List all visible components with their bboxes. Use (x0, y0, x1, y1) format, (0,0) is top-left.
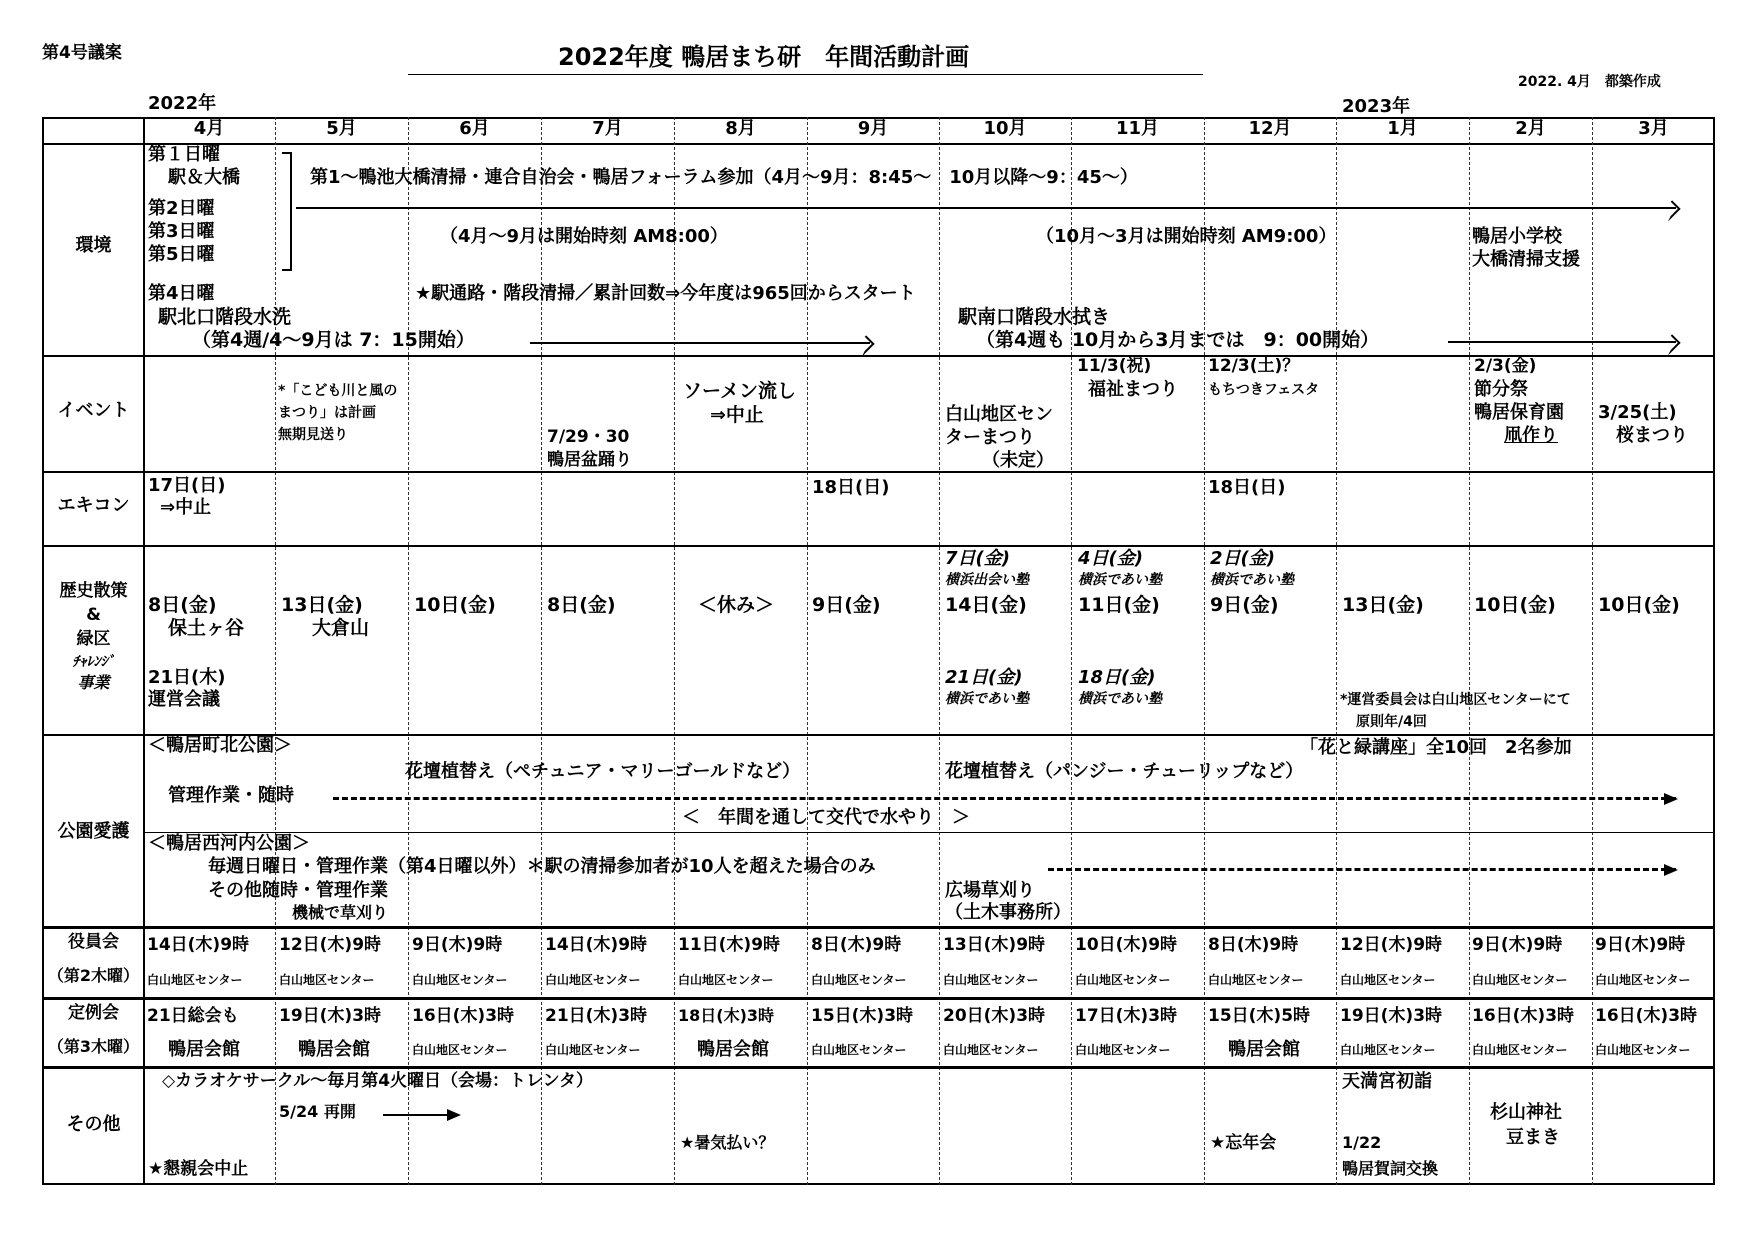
yakuin-place: 白山地区センター (412, 973, 508, 987)
koen-nishi-other: その他随時・管理作業 (208, 880, 388, 901)
yakuin-place: 白山地区センター (1340, 973, 1436, 987)
month-header: 1月 (1387, 118, 1418, 139)
kankyo-shogakko-2: 大橋清掃支援 (1472, 249, 1580, 270)
month-header: 4月 (193, 118, 225, 139)
kankyo-kitaguchi-time: （第4週/4～9月は 7：15開始） (192, 329, 475, 351)
rekishi-may-place: 大倉山 (312, 617, 370, 639)
col-divider (1469, 117, 1470, 1185)
year-start: 2022年 (148, 93, 217, 114)
koen-hiroba: 広場草刈り (945, 880, 1035, 901)
rekishi-apr-place: 保土ヶ谷 (168, 617, 245, 639)
teirei-place: 白山地区センター (1472, 1043, 1568, 1057)
row-label-sonota: その他 (66, 1114, 121, 1135)
rekishi-dec-b: 9日(金) (1210, 594, 1279, 616)
yakuin-date: 12日(木)9時 (279, 935, 382, 955)
koen-nishi-machine: 機械で草刈り (292, 903, 389, 922)
event-somen-1: ソーメン流し (683, 380, 797, 402)
rekishi-oct-a: 7日(金) (945, 548, 1010, 569)
event-bon-2: 鴨居盆踊り (547, 450, 632, 470)
row-label-rekishi-amp: & (86, 605, 101, 625)
yakuin-date: 8日(木)9時 (811, 935, 902, 955)
rekishi-nov-a: 4日(金) (1078, 548, 1143, 569)
yakuin-place: 白山地区センター (1595, 973, 1691, 987)
yakuin-date: 9日(木)9時 (1472, 935, 1563, 955)
ekicon-apr: 17日(日) (148, 475, 226, 496)
rekishi-oct-a-place: 横浜出会い塾 (945, 572, 1029, 588)
rekishi-apr-meeting-date: 21日(木) (148, 667, 226, 688)
kankyo-bracket (282, 152, 292, 271)
yakuin-date: 9日(木)9時 (1595, 935, 1686, 955)
yakuin-date: 14日(木)9時 (545, 935, 648, 955)
row-label-koen: 公園愛護 (57, 821, 130, 842)
koen-mizuyari: ＜ 年間を通して交代で水やり ＞ (682, 807, 970, 828)
month-header: 9月 (857, 118, 889, 139)
sonota-mamemaki: 豆まき (1506, 1127, 1560, 1148)
kankyo-sun1-sub: 駅＆大橋 (168, 167, 240, 188)
teirei-date: 19日(木)3時 (1340, 1006, 1443, 1026)
rekishi-note: *運営委員会は白山地区センターにて (1340, 692, 1571, 708)
event-mochi-1: 12/3(土)？ (1208, 356, 1300, 376)
ekicon-dec: 18日(日) (1208, 477, 1286, 498)
event-fukushi-2: 福祉まつり (1088, 379, 1178, 400)
rekishi-oct-c: 21日(金) (945, 667, 1023, 688)
col-divider (1592, 117, 1593, 1185)
teirei-place: 鴨居会館 (168, 1039, 240, 1060)
month-header: 11月 (1115, 118, 1160, 139)
event-kodomo-2: まつり」は計画 (278, 405, 376, 421)
yakuin-date: 14日(木)9時 (147, 935, 250, 955)
page-title: 2022年度 鴨居まち研 年間活動計画 (558, 43, 970, 71)
row-label-jigyo: 事業 (77, 673, 110, 692)
event-somen-2: ⇒中止 (710, 404, 764, 426)
row-label-yakuin: 役員会 (68, 932, 119, 952)
event-kodomo-3: 無期見送り (278, 427, 348, 443)
month-header: 8月 (725, 118, 756, 139)
rekishi-aug: ＜休み＞ (698, 594, 775, 616)
event-bon-1: 7/29・30 (547, 427, 630, 447)
row-rule (42, 926, 1715, 929)
rekishi-nov-c-place: 横浜であい塾 (1078, 691, 1162, 707)
kankyo-shogakko: 鴨居小学校 (1472, 226, 1562, 247)
row-rule (42, 997, 1715, 1000)
kankyo-tsuro: ★駅通路・階段清掃／累計回数⇒今年度は965回からスタート (415, 283, 916, 304)
month-header: 3月 (1638, 118, 1669, 139)
teirei-date: 19日(木)3時 (279, 1006, 382, 1026)
rekishi-sep: 9日(金) (812, 594, 881, 616)
teirei-place: 白山地区センター (545, 1043, 641, 1057)
koen-kadan-autumn: 花壇植替え（パンジー・チューリップなど） (945, 761, 1304, 782)
teirei-date: 16日(木)3時 (1472, 1006, 1575, 1026)
koen-nishi-arrow (1048, 868, 1676, 871)
kankyo-kitaguchi: 駅北口階段水洗 (158, 306, 292, 328)
sonota-bonen: ★忘年会 (1210, 1133, 1277, 1153)
rekishi-mar: 10日(金) (1598, 594, 1680, 616)
yakuin-place: 白山地区センター (1472, 973, 1568, 987)
teirei-date: 16日(木)3時 (1595, 1006, 1698, 1026)
rekishi-jun: 10日(金) (414, 594, 496, 616)
kankyo-sun2: 第2日曜 (148, 198, 215, 219)
kankyo-main: 第1～鴨池大橋清掃・連合自治会・鴨居フォーラム参加（4月～9月：8:45～ 10月以降～9：45～） (310, 167, 1138, 188)
row-label-rekishi: 歴史散策 (59, 581, 128, 601)
month-header: 6月 (459, 118, 490, 139)
year-next: 2023年 (1342, 96, 1411, 117)
rekishi-jan: 13日(金) (1342, 594, 1424, 616)
teirei-date: 21日(木)3時 (545, 1006, 648, 1026)
col-divider (807, 117, 808, 1185)
kankyo-sun4: 第4日曜 (148, 283, 215, 304)
teirei-date: 20日(木)3時 (943, 1006, 1046, 1026)
koen-nishi: ＜鴨居西河内公園＞ (148, 833, 310, 854)
sonota-sugiyama: 杉山神社 (1490, 1102, 1562, 1123)
koen-nishi-sunday: 毎週日曜日・管理作業（第4日曜以外）＊駅の清掃参加者が10人を超えた場合のみ (208, 856, 876, 877)
col-divider (939, 117, 940, 1185)
month-header-rule (42, 143, 1715, 145)
yakuin-place: 白山地区センター (1075, 973, 1171, 987)
event-center-1: 白山地区セン (945, 404, 1053, 425)
kankyo-sun1: 第１日曜 (148, 144, 220, 165)
event-setsubun-3: 鴨居保育園 (1474, 402, 1564, 423)
kankyo-minamiguchi: 駅南口階段水拭き (958, 306, 1111, 328)
teirei-date: 18日(木)3時 (678, 1006, 775, 1025)
rekishi-may: 13日(金) (281, 594, 363, 616)
row-rule (42, 734, 1715, 736)
yakuin-date: 12日(木)9時 (1340, 935, 1443, 955)
yakuin-date: 11日(木)9時 (678, 935, 781, 955)
col-divider (408, 117, 409, 1185)
yakuin-place: 白山地区センター (678, 973, 774, 987)
teirei-place: 鴨居会館 (697, 1039, 769, 1060)
teirei-date: 15日(木)3時 (811, 1006, 914, 1026)
row-rule (42, 355, 1715, 357)
col-divider (275, 117, 276, 1185)
koen-hiroba-2: （土木事務所） (945, 902, 1071, 923)
rekishi-feb: 10日(金) (1474, 594, 1556, 616)
kankyo-kitaguchi-arrow (530, 342, 870, 344)
rekishi-dec-a-place: 横浜であい塾 (1210, 572, 1294, 588)
koen-kanri: 管理作業・随時 (168, 785, 294, 806)
kankyo-sun5: 第5日曜 (148, 244, 215, 265)
yakuin-date: 9日(木)9時 (412, 935, 503, 955)
rekishi-nov-b: 11日(金) (1078, 594, 1160, 616)
event-fukushi-1: 11/3(祝) (1077, 356, 1152, 376)
teirei-place: 白山地区センター (1340, 1043, 1436, 1057)
event-kodomo-1: *「こども川と風の (278, 383, 398, 399)
event-sakura-2: 桜まつり (1616, 425, 1688, 446)
row-label-midori: 緑区 (76, 629, 111, 649)
event-setsubun-1: 2/3(金) (1474, 356, 1537, 376)
event-setsubun-2: 節分祭 (1474, 379, 1528, 400)
event-sakura-1: 3/25(土) (1598, 402, 1677, 423)
teirei-place: 白山地区センター (943, 1043, 1039, 1057)
month-header: 5月 (326, 118, 357, 139)
col-divider (1071, 117, 1072, 1185)
rekishi-apr: 8日(金) (148, 594, 217, 616)
teirei-place: 鴨居会館 (1228, 1039, 1300, 1060)
sonota-tenmangu: 天満宮初詣 (1342, 1071, 1432, 1092)
teirei-date: 17日(木)3時 (1075, 1006, 1178, 1026)
row-label-challenge: ﾁｬﾚﾝｼﾞ (72, 654, 115, 670)
row-rule (42, 1066, 1715, 1069)
rekishi-nov-c: 18日(金) (1078, 667, 1156, 688)
teirei-place: 鴨居会館 (298, 1039, 370, 1060)
rekishi-note-2: 原則年/4回 (1356, 714, 1427, 730)
month-header: 2月 (1515, 118, 1546, 139)
teirei-place: 白山地区センター (1595, 1043, 1691, 1057)
month-header: 10月 (983, 118, 1027, 139)
event-setsubun-4: 凧作り (1504, 425, 1558, 446)
rekishi-nov-a-place: 横浜であい塾 (1078, 572, 1162, 588)
teirei-place: 白山地区センター (412, 1043, 508, 1057)
kankyo-minamiguchi-arrow (1448, 341, 1676, 343)
rekishi-oct-b: 14日(金) (945, 594, 1027, 616)
row-subrule (143, 832, 1715, 833)
yakuin-place: 白山地区センター (279, 973, 375, 987)
kankyo-main-arrow (296, 207, 1676, 209)
month-header: 7月 (592, 118, 623, 139)
teirei-date: 16日(木)3時 (412, 1006, 515, 1026)
yakuin-date: 8日(木)9時 (1208, 935, 1299, 955)
yakuin-place: 白山地区センター (943, 973, 1039, 987)
kankyo-start-am9: （10月～3月は開始時刻 AM9:00） (1036, 226, 1337, 247)
teirei-date: 15日(木)5時 (1208, 1006, 1311, 1026)
row-rule (42, 545, 1715, 547)
yakuin-place: 白山地区センター (147, 973, 243, 987)
title-underline (408, 74, 1203, 75)
koen-kita: ＜鴨居町北公園＞ (148, 735, 292, 756)
rekishi-jul: 8日(金) (547, 594, 616, 616)
row-label-kankyo: 環境 (75, 235, 112, 256)
sonota-gashi: 鴨居賀詞交換 (1342, 1159, 1439, 1178)
kankyo-minamiguchi-time: （第4週も 10月から3月までは 9：00開始） (976, 329, 1380, 351)
yakuin-place: 白山地区センター (545, 973, 641, 987)
row-label-ekicon: エキコン (57, 495, 130, 516)
row-label-teirei: 定例会 (68, 1003, 119, 1023)
row-rule (42, 471, 1715, 473)
col-divider (674, 117, 675, 1185)
teirei-place: 白山地区センター (811, 1043, 907, 1057)
month-header: 12月 (1248, 118, 1292, 139)
col-divider (1204, 117, 1205, 1185)
rekishi-apr-meeting: 運営会議 (148, 689, 220, 710)
document-number: 第4号議案 (42, 43, 122, 63)
yakuin-date: 10日(木)9時 (1075, 935, 1178, 955)
kankyo-sun3: 第3日曜 (148, 221, 215, 242)
yakuin-place: 白山地区センター (811, 973, 907, 987)
sonota-karaoke: ◇カラオケサークル～毎月第4火曜日（会場：トレンタ） (162, 1071, 593, 1091)
kankyo-start-am8: （4月～9月は開始時刻 AM8:00） (440, 226, 728, 247)
koen-kadan-spring: 花壇植替え（ペチュニア・マリーゴールドなど） (405, 761, 801, 782)
koen-kouza: 「花と緑講座」全10回 2名参加 (1300, 737, 1572, 758)
sonota-gashi-date: 1/22 (1342, 1133, 1382, 1152)
row-label-teirei-sub: （第3木曜） (47, 1037, 140, 1056)
event-center-3: （未定） (982, 450, 1054, 471)
yakuin-place: 白山地区センター (1208, 973, 1304, 987)
col-divider (541, 117, 542, 1185)
ekicon-apr-note: ⇒中止 (160, 497, 212, 518)
teirei-place: 白山地区センター (1075, 1043, 1171, 1057)
rekishi-oct-c-place: 横浜であい塾 (945, 691, 1029, 707)
event-center-2: ターまつり (945, 427, 1035, 448)
date-author: 2022. 4月 都築作成 (1518, 74, 1661, 90)
sonota-konshin: ★懇親会中止 (148, 1159, 249, 1179)
row-label-yakuin-sub: （第2木曜） (47, 966, 140, 985)
event-mochi-2: もちつきフェスタ (1208, 382, 1320, 398)
row-label-event: イベント (57, 400, 130, 421)
sonota-saikai-arrow (383, 1114, 459, 1116)
sonota-saikai: 5/24 再開 (279, 1102, 356, 1121)
rekishi-dec-a: 2日(金) (1210, 548, 1275, 569)
label-column-rule (143, 117, 145, 1185)
teirei-date: 21日総会も (147, 1006, 239, 1026)
koen-kanri-arrow (333, 797, 1676, 800)
yakuin-date: 13日(木)9時 (943, 935, 1046, 955)
ekicon-sep: 18日(日) (812, 477, 890, 498)
col-divider (1336, 117, 1337, 1185)
sonota-shochu: ★暑気払い？ (680, 1133, 775, 1152)
